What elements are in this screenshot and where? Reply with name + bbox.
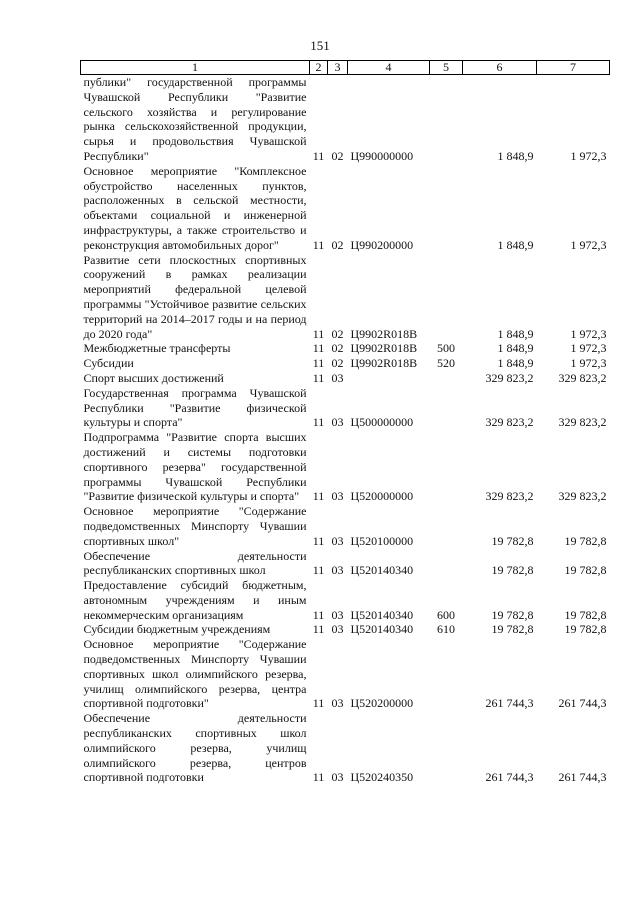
table-header — [81, 61, 610, 75]
row-subsection: 03 — [331, 489, 344, 504]
row-expense-type — [430, 504, 463, 548]
row-name: Государственная программа Чувашской Республики "Развитие физической культуры и спорта" — [83, 385, 307, 430]
row-amount-year2: 1 972,3 — [570, 326, 607, 341]
row-subsection: 03 — [331, 370, 344, 385]
row-name: Межбюджетные трансферты — [83, 341, 231, 356]
row-amount-year1: 19 782,8 — [491, 622, 534, 637]
row-amount-year1: 329 823,2 — [485, 370, 534, 385]
row-name: Субсидии бюджетным учреждениям — [83, 622, 271, 637]
row-section: 11 — [312, 489, 325, 504]
row-amount-year2: 19 782,8 — [564, 563, 607, 578]
row-target-article: Ц520140340 — [350, 607, 414, 622]
row-section: 11 — [312, 696, 325, 711]
table-row — [81, 75, 610, 164]
row-subsection: 02 — [331, 148, 344, 163]
row-section: 11 — [312, 341, 325, 356]
header-row — [81, 61, 610, 75]
row-amount-year1: 1 848,9 — [497, 356, 534, 371]
row-target-article: Ц9902R018B — [350, 326, 418, 341]
row-name: Спорт высших достижений — [83, 370, 224, 385]
row-section: 11 — [312, 607, 325, 622]
row-amount-year1: 19 782,8 — [491, 533, 534, 548]
row-subsection: 03 — [331, 415, 344, 430]
row-amount-year2: 1 972,3 — [570, 148, 607, 163]
row-target-article: Ц990000000 — [350, 148, 414, 163]
row-subsection: 03 — [331, 607, 344, 622]
table-body — [81, 75, 610, 786]
row-expense-type — [430, 371, 463, 386]
row-section: 11 — [312, 770, 325, 785]
row-name: Подпрограмма "Развитие спорта высших достижений и системы подготовки спортивного резерва" государственной программы Чувашской Республики "Развитие физической культуры и спорта" — [83, 430, 307, 504]
row-section: 11 — [312, 356, 325, 371]
row-amount-year1: 1 848,9 — [497, 237, 534, 252]
row-name: Предоставление субсидий бюджетным, автономным учреждениям и иным некоммерческим организациям — [83, 578, 307, 622]
row-expense-type — [430, 430, 463, 504]
table-row — [81, 622, 610, 637]
row-target-article: Ц520200000 — [350, 696, 414, 711]
row-name: публики" государственной программы Чувашской Республики "Развитие сельского хозяйства и регулирование рынка сельскохозяйственной продукции, сырья и продовольствия Чувашской Республики" — [83, 75, 307, 163]
row-expense-type: 520 — [437, 356, 455, 371]
row-subsection: 03 — [331, 533, 344, 548]
column-header-section: 2 — [310, 61, 328, 75]
row-expense-type — [430, 386, 463, 430]
row-amount-year2: 19 782,8 — [564, 607, 607, 622]
row-target-article: Ц9902R018B — [350, 356, 418, 371]
row-expense-type — [430, 75, 463, 164]
row-name: Развитие сети плоскостных спортивных сооружений в рамках реализации мероприятий федеральной целевой программы "Устойчивое развитие сельских территорий на 2014–2017 годы и на период до 2020 года" — [83, 252, 307, 341]
row-expense-type — [430, 164, 463, 253]
table-row — [81, 637, 610, 711]
row-amount-year1: 329 823,2 — [485, 489, 534, 504]
row-amount-year2: 19 782,8 — [564, 533, 607, 548]
row-amount-year2: 261 744,3 — [558, 770, 607, 785]
table-row — [81, 253, 610, 342]
row-section: 11 — [312, 415, 325, 430]
row-amount-year1: 19 782,8 — [491, 563, 534, 578]
row-section: 11 — [312, 237, 325, 252]
table-row — [81, 371, 610, 386]
row-subsection: 02 — [331, 237, 344, 252]
table-row — [81, 504, 610, 548]
row-amount-year1: 19 782,8 — [491, 607, 534, 622]
row-target-article: Ц520240350 — [350, 770, 414, 785]
page-number: 151 — [310, 38, 330, 53]
row-expense-type: 600 — [437, 607, 455, 622]
table-row — [81, 711, 610, 785]
row-name: Обеспечение деятельности республиканских спортивных школ олимпийского резерва, училищ олимпийского резерва, центров спортивной подготовки — [83, 711, 307, 785]
row-name: Основное мероприятие "Содержание подведомственных Минспорту Чувашии спортивных школ олимпийского резерва, училищ олимпийского резерва, центра спортивной подготовки" — [83, 637, 307, 711]
row-amount-year2: 329 823,2 — [558, 489, 607, 504]
row-name: Обеспечение деятельности республиканских спортивных школ — [83, 548, 307, 578]
row-section: 11 — [312, 326, 325, 341]
row-target-article: Ц520100000 — [350, 533, 414, 548]
row-name: Субсидии — [83, 356, 134, 371]
row-section: 11 — [312, 370, 325, 385]
row-amount-year1: 1 848,9 — [497, 148, 534, 163]
row-amount-year2: 261 744,3 — [558, 696, 607, 711]
row-amount-year1: 261 744,3 — [485, 696, 534, 711]
row-expense-type: 610 — [437, 622, 455, 637]
table-row — [81, 549, 610, 579]
row-amount-year2: 1 972,3 — [570, 356, 607, 371]
row-subsection: 02 — [331, 341, 344, 356]
row-expense-type — [430, 711, 463, 785]
row-amount-year1: 1 848,9 — [497, 341, 534, 356]
table-row — [81, 356, 610, 371]
row-expense-type: 500 — [437, 341, 455, 356]
column-header-expense-type: 5 — [430, 61, 463, 75]
row-amount-year2: 329 823,2 — [558, 370, 607, 385]
row-amount-year2: 19 782,8 — [564, 622, 607, 637]
row-section: 11 — [312, 563, 325, 578]
table-row — [81, 164, 610, 253]
row-amount-year1: 261 744,3 — [485, 770, 534, 785]
column-header-amount-year1: 6 — [463, 61, 537, 75]
row-amount-year1: 329 823,2 — [485, 415, 534, 430]
row-subsection: 02 — [331, 326, 344, 341]
row-amount-year2: 329 823,2 — [558, 415, 607, 430]
row-subsection: 03 — [331, 770, 344, 785]
row-expense-type — [430, 637, 463, 711]
row-subsection: 03 — [331, 696, 344, 711]
row-target-article: Ц520140340 — [350, 563, 414, 578]
row-target-article: Ц520140340 — [350, 622, 414, 637]
column-header-subsection: 3 — [328, 61, 348, 75]
column-header-target-article: 4 — [348, 61, 430, 75]
table-row — [81, 341, 610, 356]
row-section: 11 — [312, 622, 325, 637]
budget-table — [80, 60, 610, 785]
table-row — [81, 386, 610, 430]
table-row — [81, 578, 610, 622]
row-amount-year2: 1 972,3 — [570, 237, 607, 252]
row-section: 11 — [312, 533, 325, 548]
row-subsection: 03 — [331, 622, 344, 637]
row-subsection: 02 — [331, 356, 344, 371]
table-row — [81, 430, 610, 504]
row-target-article: Ц990200000 — [350, 237, 414, 252]
column-header-amount-year2: 7 — [537, 61, 610, 75]
column-header-name: 1 — [81, 61, 310, 75]
row-target-article — [348, 371, 430, 386]
row-name: Основное мероприятие "Комплексное обустройство населенных пунктов, расположенных в сельской местности, объектами социальной и инженерной инфраструктуры, а также строительство и реконструкция автомобильных дорог" — [83, 163, 307, 252]
row-target-article: Ц9902R018B — [350, 341, 418, 356]
row-section: 11 — [312, 148, 325, 163]
row-target-article: Ц520000000 — [350, 489, 414, 504]
row-expense-type — [430, 549, 463, 579]
row-target-article: Ц500000000 — [350, 415, 414, 430]
row-name: Основное мероприятие "Содержание подведомственных Минспорту Чувашии спортивных школ" — [83, 504, 307, 548]
row-subsection: 03 — [331, 563, 344, 578]
row-amount-year2: 1 972,3 — [570, 341, 607, 356]
row-amount-year1: 1 848,9 — [497, 326, 534, 341]
row-expense-type — [430, 253, 463, 342]
